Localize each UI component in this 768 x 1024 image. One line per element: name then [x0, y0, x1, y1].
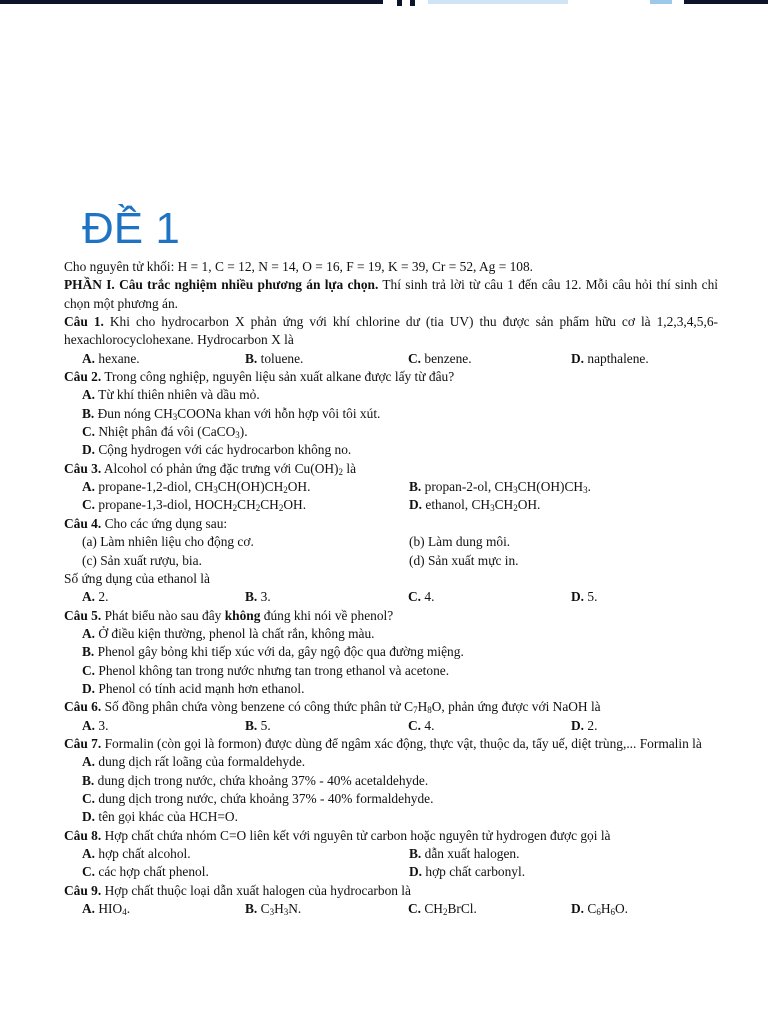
option-a [82, 845, 409, 863]
exam-title: ĐỀ 1 [82, 204, 180, 253]
question-text: Phát biểu nào sau đây [101, 607, 225, 623]
option-b [245, 717, 408, 735]
subscript: 2 [283, 485, 288, 496]
question-4-prompt: Số ứng dụng của ethanol là [64, 570, 210, 586]
option-letter: D. [82, 442, 96, 458]
option-d [409, 863, 736, 881]
question-label: Câu 4. [64, 515, 102, 531]
option-letter: A. [82, 717, 96, 733]
subscript: 3 [235, 430, 240, 441]
option-text: . [126, 901, 131, 917]
subscript: 4 [122, 907, 127, 918]
subscript: 3 [583, 485, 588, 496]
question-text: là [343, 460, 357, 476]
question-1 [64, 313, 718, 350]
options-row [64, 717, 718, 735]
option-text: ethanol, CH [422, 497, 491, 513]
option-a [82, 350, 245, 368]
atomic-mass-line: Cho nguyên tử khối: H = 1, C = 12, N = 14, O = 16, F = 19, K = 39, Cr = 52, Ag = 108. [64, 259, 534, 274]
question-5 [64, 607, 718, 625]
option-letter: A. [82, 387, 96, 403]
option-text: CH [494, 497, 514, 513]
question-7 [64, 735, 718, 753]
part1-instruction: Thí sinh trả lời từ câu 1 đến câu 12. Mỗi câu hỏi thí sinh chỉ chọn một phương án. [64, 277, 719, 311]
option-text: CH [237, 497, 256, 513]
option-letter: A. [82, 846, 96, 861]
option-letter: B. [245, 589, 258, 605]
part1-intro [64, 276, 718, 313]
option-a [82, 588, 245, 606]
options-row [64, 496, 718, 514]
option-text: các hợp chất phenol. [95, 864, 209, 880]
option-text: dung dịch trong nước, chứa khoảng 37% - 40% formaldehyde. [95, 790, 434, 806]
option-d [571, 717, 734, 735]
option-letter: D. [82, 680, 96, 696]
question-8 [64, 827, 718, 845]
option-letter: C. [82, 662, 96, 678]
option-b [64, 772, 718, 790]
subscript: 2 [442, 907, 448, 918]
option-b [409, 478, 736, 496]
option-c [82, 496, 409, 514]
option-c [408, 350, 571, 368]
subscript: 2 [278, 503, 284, 514]
option-letter: B. [82, 405, 95, 421]
subscript: 7 [413, 705, 418, 716]
subscript: 2 [338, 466, 344, 477]
option-text: OH. [287, 479, 311, 495]
question-text: Hợp chất thuộc loại dẫn xuất halogen của hydrocarbon là [101, 882, 411, 898]
option-a [64, 625, 718, 643]
option-b [245, 588, 408, 606]
option-text: N. [288, 901, 302, 917]
options-row [64, 478, 718, 496]
option-text: 2. [584, 717, 598, 733]
option-text: BrCl. [447, 901, 477, 917]
top-decorative-bar [0, 0, 768, 6]
option-text: Phenol không tan trong nước nhưng tan trong ethanol và acetone. [95, 662, 450, 678]
option-text: hợp chất carbonyl. [422, 864, 526, 880]
question-label: Câu 1. [64, 314, 104, 330]
option-d [409, 496, 736, 514]
option-letter: A. [82, 754, 96, 770]
question-label: Câu 2. [64, 369, 102, 385]
subscript: 2 [255, 503, 261, 514]
question-label: Câu 6. [64, 699, 102, 715]
option-letter: A. [82, 589, 96, 605]
bar-segment-mark [397, 0, 402, 6]
option-d [571, 900, 734, 918]
usage-row [64, 552, 718, 570]
option-letter: C. [82, 864, 96, 880]
option-text: OH. [283, 497, 307, 513]
usage-row [64, 533, 718, 551]
option-b [245, 350, 408, 368]
option-c [408, 900, 571, 918]
option-text: 5. [257, 717, 271, 733]
option-letter: C. [82, 424, 96, 440]
question-text: H [417, 699, 428, 715]
option-letter: D. [409, 864, 423, 880]
option-letter: B. [409, 479, 422, 495]
option-text: C [584, 901, 597, 917]
option-d [64, 441, 718, 459]
options-row [64, 863, 718, 881]
option-letter: B. [245, 717, 258, 733]
option-c [64, 790, 718, 808]
option-letter: D. [571, 589, 585, 605]
option-b [64, 643, 718, 661]
option-text: . [587, 479, 591, 495]
option-text: 3. [95, 717, 109, 733]
option-a [82, 717, 245, 735]
option-text: napthalene. [584, 350, 649, 366]
option-text: HIO [95, 901, 123, 917]
question-label: Câu 5. [64, 607, 102, 623]
option-text: ). [239, 424, 248, 440]
option-text: COONa khan với hỗn hợp vôi tôi xút. [177, 405, 381, 421]
option-letter: A. [82, 901, 96, 917]
bar-segment-mark [410, 0, 415, 6]
question-text: Trong công nghiệp, nguyên liệu sản xuất alkane được lấy từ đâu? [101, 369, 455, 385]
option-text: OH. [517, 497, 541, 513]
subscript: 3 [283, 907, 289, 918]
subscript: 6 [610, 907, 615, 918]
question-3 [64, 460, 718, 478]
option-text: 2. [95, 589, 109, 605]
subscript: 3 [490, 503, 495, 514]
option-text: Cộng hydrogen với các hydrocarbon không no. [95, 442, 352, 458]
option-text: CH(OH)CH [517, 479, 584, 495]
option-b [409, 845, 736, 863]
option-text: H [274, 901, 284, 917]
question-label: Câu 9. [64, 882, 102, 898]
option-text: propane-1,2-diol, CH [95, 479, 214, 495]
option-text: O. [614, 901, 629, 917]
option-text: 4. [421, 589, 435, 605]
option-letter: A. [82, 350, 96, 366]
subscript: 6 [596, 907, 601, 918]
option-d [64, 808, 718, 826]
option-letter: B. [82, 644, 95, 660]
usage-a: (a) Làm nhiên liệu cho động cơ. [82, 534, 254, 550]
options-row [64, 845, 718, 863]
emphasis: không [224, 607, 261, 623]
question-label: Câu 8. [64, 827, 102, 843]
option-text: Phenol gây bỏng khi tiếp xúc với da, gây ngộ độc qua đường miệng. [94, 644, 464, 660]
question-text: đúng khi nói về phenol? [260, 607, 394, 623]
option-text: 4. [421, 717, 435, 733]
subscript: 3 [172, 411, 178, 422]
usage-d: (d) Sản xuất mực in. [409, 552, 519, 568]
option-text: H [600, 901, 611, 917]
options-row [64, 588, 718, 606]
option-letter: C. [408, 350, 422, 366]
option-a [82, 478, 409, 496]
option-c [64, 662, 718, 680]
option-text: dung dịch rất loãng của formaldehyde. [95, 754, 306, 770]
bar-segment-dark [684, 0, 768, 4]
option-text: toluene. [257, 350, 304, 366]
option-text: propan-2-ol, CH [421, 479, 514, 495]
question-text: Alcohol có phản ứng đặc trưng với Cu(OH) [101, 460, 339, 476]
option-text: Ở điều kiện thường, phenol là chất rắn, không màu. [95, 625, 375, 641]
option-letter: B. [245, 901, 258, 917]
option-letter: B. [245, 350, 258, 366]
option-letter: C. [408, 717, 422, 733]
question-text: Số đồng phân chứa vòng benzene có công thức phân tử C [101, 699, 414, 715]
question-label: Câu 3. [64, 460, 102, 476]
option-c [408, 717, 571, 735]
option-text: Đun nóng CH [94, 405, 173, 421]
option-text: Nhiệt phân đá vôi (CaCO [95, 424, 236, 440]
option-text: 3. [257, 589, 271, 605]
question-2 [64, 368, 718, 386]
option-text: CH [260, 497, 279, 513]
option-text: Từ khí thiên nhiên và dầu mỏ. [95, 387, 260, 403]
question-text: Khi cho hydrocarbon X phản ứng với khí chlorine dư (tia UV) thu được sản phẩm hữu cơ là 1,2,3,4,5,6-hexachlorocyclohexane. Hydrocarbon X là [64, 314, 718, 348]
option-letter: C. [82, 497, 96, 513]
bar-segment-light [650, 0, 672, 4]
option-letter: B. [409, 846, 422, 861]
option-a [82, 900, 245, 918]
question-4 [64, 515, 718, 533]
option-letter: C. [408, 589, 422, 605]
subscript: 8 [427, 705, 432, 716]
option-d [571, 588, 734, 606]
bar-segment-light [428, 0, 568, 4]
question-text: Formalin (còn gọi là formon) được dùng để ngâm xác động, thực vật, thuộc da, tẩy uế, diệt trùng,... Formalin là [101, 735, 702, 751]
option-letter: D. [571, 717, 585, 733]
option-letter: C. [82, 790, 96, 806]
option-c [82, 863, 409, 881]
subscript: 3 [269, 907, 275, 918]
option-letter: C. [408, 901, 422, 917]
option-letter: D. [571, 350, 585, 366]
option-text: 5. [584, 589, 598, 605]
option-c [64, 423, 718, 441]
option-b [245, 900, 408, 918]
exam-content [64, 258, 718, 918]
option-text: CH [421, 901, 443, 917]
question-label: Câu 7. [64, 735, 102, 751]
option-text: propane-1,3-diol, HOCH [95, 497, 233, 513]
option-a [64, 753, 718, 771]
options-row [64, 900, 718, 918]
question-9 [64, 882, 718, 900]
subscript: 3 [513, 485, 518, 496]
option-d [571, 350, 734, 368]
question-text: O, phản ứng được với NaOH là [431, 699, 601, 715]
subscript: 2 [232, 503, 238, 514]
option-text: C [257, 901, 270, 917]
usage-b: (b) Làm dung môi. [409, 534, 511, 550]
option-a [64, 386, 718, 404]
option-text: dẫn xuất halogen. [421, 846, 520, 861]
option-text: Phenol có tính acid mạnh hơn ethanol. [95, 680, 305, 696]
option-letter: A. [82, 625, 96, 641]
option-b [64, 405, 718, 423]
bar-segment-dark [0, 0, 383, 4]
question-text: Cho các ứng dụng sau: [101, 515, 228, 531]
option-text: benzene. [421, 350, 472, 366]
option-text: hexane. [95, 350, 140, 366]
option-text: CH(OH)CH [217, 479, 284, 495]
option-text: dung dịch trong nước, chứa khoảng 37% - 40% acetaldehyde. [94, 772, 429, 788]
question-6 [64, 698, 718, 716]
option-text: hợp chất alcohol. [95, 846, 191, 861]
option-letter: A. [82, 479, 96, 495]
option-letter: B. [82, 772, 95, 788]
usage-c: (c) Sản xuất rượu, bia. [82, 552, 202, 568]
question-text: Hợp chất chứa nhóm C=O liên kết với nguyên tử carbon hoặc nguyên tử hydrogen được gọi là [101, 827, 611, 843]
part1-heading: PHẦN I. Câu trắc nghiệm nhiều phương án lựa chọn. [64, 277, 379, 293]
option-letter: D. [409, 497, 423, 513]
subscript: 2 [513, 503, 518, 514]
options-row [64, 350, 718, 368]
option-c [408, 588, 571, 606]
option-letter: D. [82, 809, 96, 825]
subscript: 3 [213, 485, 218, 496]
option-d [64, 680, 718, 698]
option-text: tên gọi khác của HCH=O. [95, 809, 238, 825]
option-letter: D. [571, 901, 585, 917]
